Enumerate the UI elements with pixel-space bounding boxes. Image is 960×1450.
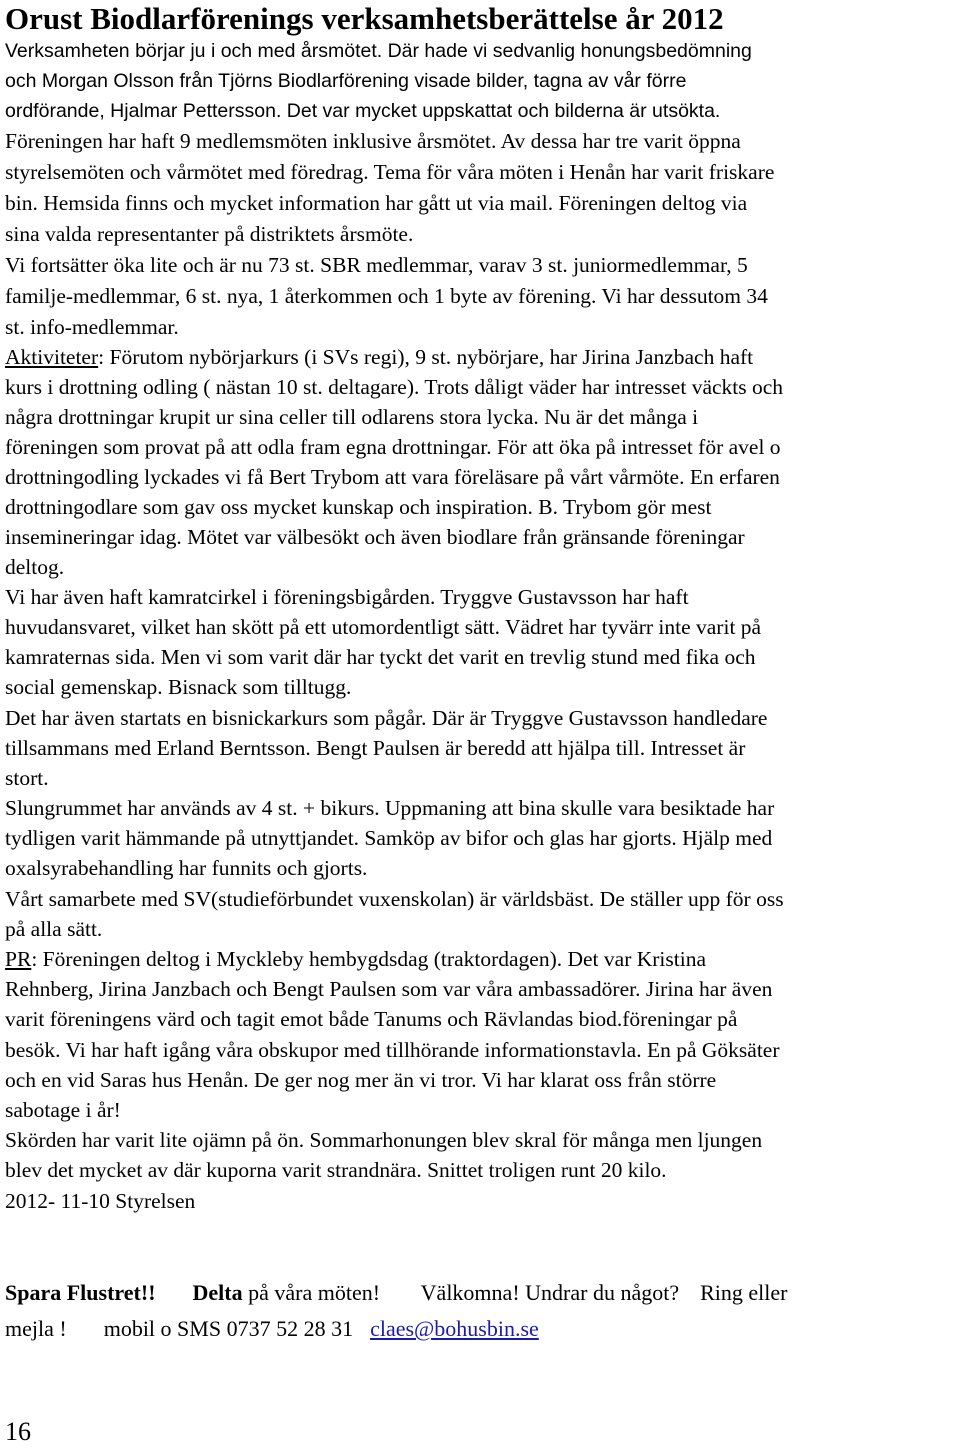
text-line: Skörden har varit lite ojämn på ön. Sommarhonungen blev skral för många men ljungen <box>5 1128 763 1152</box>
text-line: insemineringar idag. Mötet var välbesökt och även biodlare från gränsande föreningar <box>5 525 745 549</box>
activities-text: : Förutom nybörjarkurs (i SVs regi), 9 st. nybörjare, har Jirina Janzbach haft <box>98 345 754 369</box>
text-line: tydligen varit hämmande på utnyttjandet. Samköp av bifor och glas har gjorts. Hjälp med <box>5 826 773 850</box>
text-line: sabotage i år! <box>5 1098 121 1122</box>
signature-date-line: 2012- 11-10 Styrelsen <box>5 1189 196 1213</box>
text-line: Vi fortsätter öka lite och är nu 73 st. SBR medlemmar, varav 3 st. juniormedlemmar, 5 <box>5 253 748 277</box>
activities-heading: Aktiviteter <box>5 345 99 369</box>
text-line: bin. Hemsida finns och mycket information har gått ut via mail. Föreningen deltog via <box>5 191 748 215</box>
page-number: 16 <box>5 1417 31 1446</box>
text-line: besök. Vi har haft igång våra obskupor med tillhörande informationstavla. En på Göksäter <box>5 1038 780 1062</box>
text-line: sina valda representanter på distriktets årsmöte. <box>5 222 414 246</box>
pr-text: : Föreningen deltog i Myckleby hembygdsdag (traktordagen). Det var Kristina <box>31 947 707 971</box>
text-line: oxalsyrabehandling har funnits och gjorts. <box>5 856 368 880</box>
text-line: varit föreningens värd och tagit emot både Tanums och Rävlandas biod.föreningar på <box>5 1007 738 1031</box>
text-line: social gemenskap. Bisnack som tilltugg. <box>5 675 352 699</box>
text-line: Verksamheten börjar ju i och med årsmötet. Där hade vi sedvanlig honungsbedömning <box>5 40 752 62</box>
text-line: Rehnberg, Jirina Janzbach och Bengt Paulsen som var våra ambassadörer. Jirina har även <box>5 977 773 1001</box>
text-line: ordförande, Hjalmar Pettersson. Det var mycket uppskattat och bilderna är utsökta. <box>5 100 721 122</box>
text-line: huvudansvaret, vilket han skött på ett utomordentligt sätt. Vädret har tyvärr inte varit på <box>5 615 762 639</box>
footer-line-1 <box>5 1278 787 1308</box>
email-link[interactable]: claes@bohusbin.se <box>370 1316 539 1341</box>
delta-rest-text: på våra möten! <box>242 1280 381 1305</box>
text-line: blev det mycket av där kuporna varit strandnära. Snittet troligen runt 20 kilo. <box>5 1158 667 1182</box>
text-line: deltog. <box>5 555 65 579</box>
text-line: Föreningen har haft 9 medlemsmöten inklusive årsmötet. Av dessa har tre varit öppna <box>5 129 741 153</box>
footer-line-2 <box>5 1314 539 1344</box>
text-line: på alla sätt. <box>5 917 103 941</box>
text-line: och Morgan Olsson från Tjörns Biodlarförening visade bilder, tagna av vår förre <box>5 70 687 92</box>
call-text: Ring eller <box>700 1280 788 1305</box>
welcome-text: Välkomna! Undrar du något? <box>420 1280 680 1305</box>
save-flustret-text: Spara Flustret!! <box>5 1280 156 1305</box>
text-line: st. info-medlemmar. <box>5 315 179 339</box>
mobile-text: mobil o SMS 0737 52 28 31 <box>103 1316 354 1341</box>
text-line: kurs i drottning odling ( nästan 10 st. deltagare). Trots dåligt väder har intresset väckts och <box>5 375 784 399</box>
text-line: föreningen som provat på att odla fram egna drottningar. För att öka på intresset för avel o <box>5 435 781 459</box>
delta-text: Delta <box>192 1280 243 1305</box>
pr-line <box>5 944 706 974</box>
pr-heading: PR <box>5 947 32 971</box>
activities-line <box>5 342 753 372</box>
text-line: Det har även startats en bisnickarkurs som pågår. Där är Tryggve Gustavsson handledare <box>5 706 768 730</box>
text-line: familje-medlemmar, 6 st. nya, 1 återkommen och 1 byte av förening. Vi har dessutom 34 <box>5 284 768 308</box>
mail-prefix-text: mejla ! <box>5 1316 67 1341</box>
text-line: Vi har även haft kamratcirkel i föreningsbigården. Tryggve Gustavsson har haft <box>5 585 689 609</box>
text-line: stort. <box>5 766 49 790</box>
text-line: några drottningar krupit ur sina celler till odlarens stora lycka. Nu är det många i <box>5 405 699 429</box>
text-line: tillsammans med Erland Berntsson. Bengt Paulsen är beredd att hjälpa till. Intresset är <box>5 736 746 760</box>
text-line: kamraternas sida. Men vi som varit där har tyckt det varit en trevlig stund med fika och <box>5 645 756 669</box>
text-line: Vårt samarbete med SV(studieförbundet vuxenskolan) är världsbäst. De ställer upp för oss <box>5 887 784 911</box>
document-title: Orust Biodlarförenings verksamhetsberättelse år 2012 <box>5 1 724 36</box>
text-line: drottningodlare som gav oss mycket kunskap och inspiration. B. Trybom gör mest <box>5 495 712 519</box>
text-line: och en vid Saras hus Henån. De ger nog mer än vi tror. Vi har klarat oss från större <box>5 1068 717 1092</box>
text-line: Slungrummet har används av 4 st. + bikurs. Uppmaning att bina skulle vara besiktade har <box>5 796 775 820</box>
text-line: drottningodling lyckades vi få Bert Trybom att vara föreläsare på vårt vårmöte. En erfaren <box>5 465 780 489</box>
text-line: styrelsemöten och vårmötet med föredrag. Tema för våra möten i Henån har varit friskare <box>5 160 775 184</box>
